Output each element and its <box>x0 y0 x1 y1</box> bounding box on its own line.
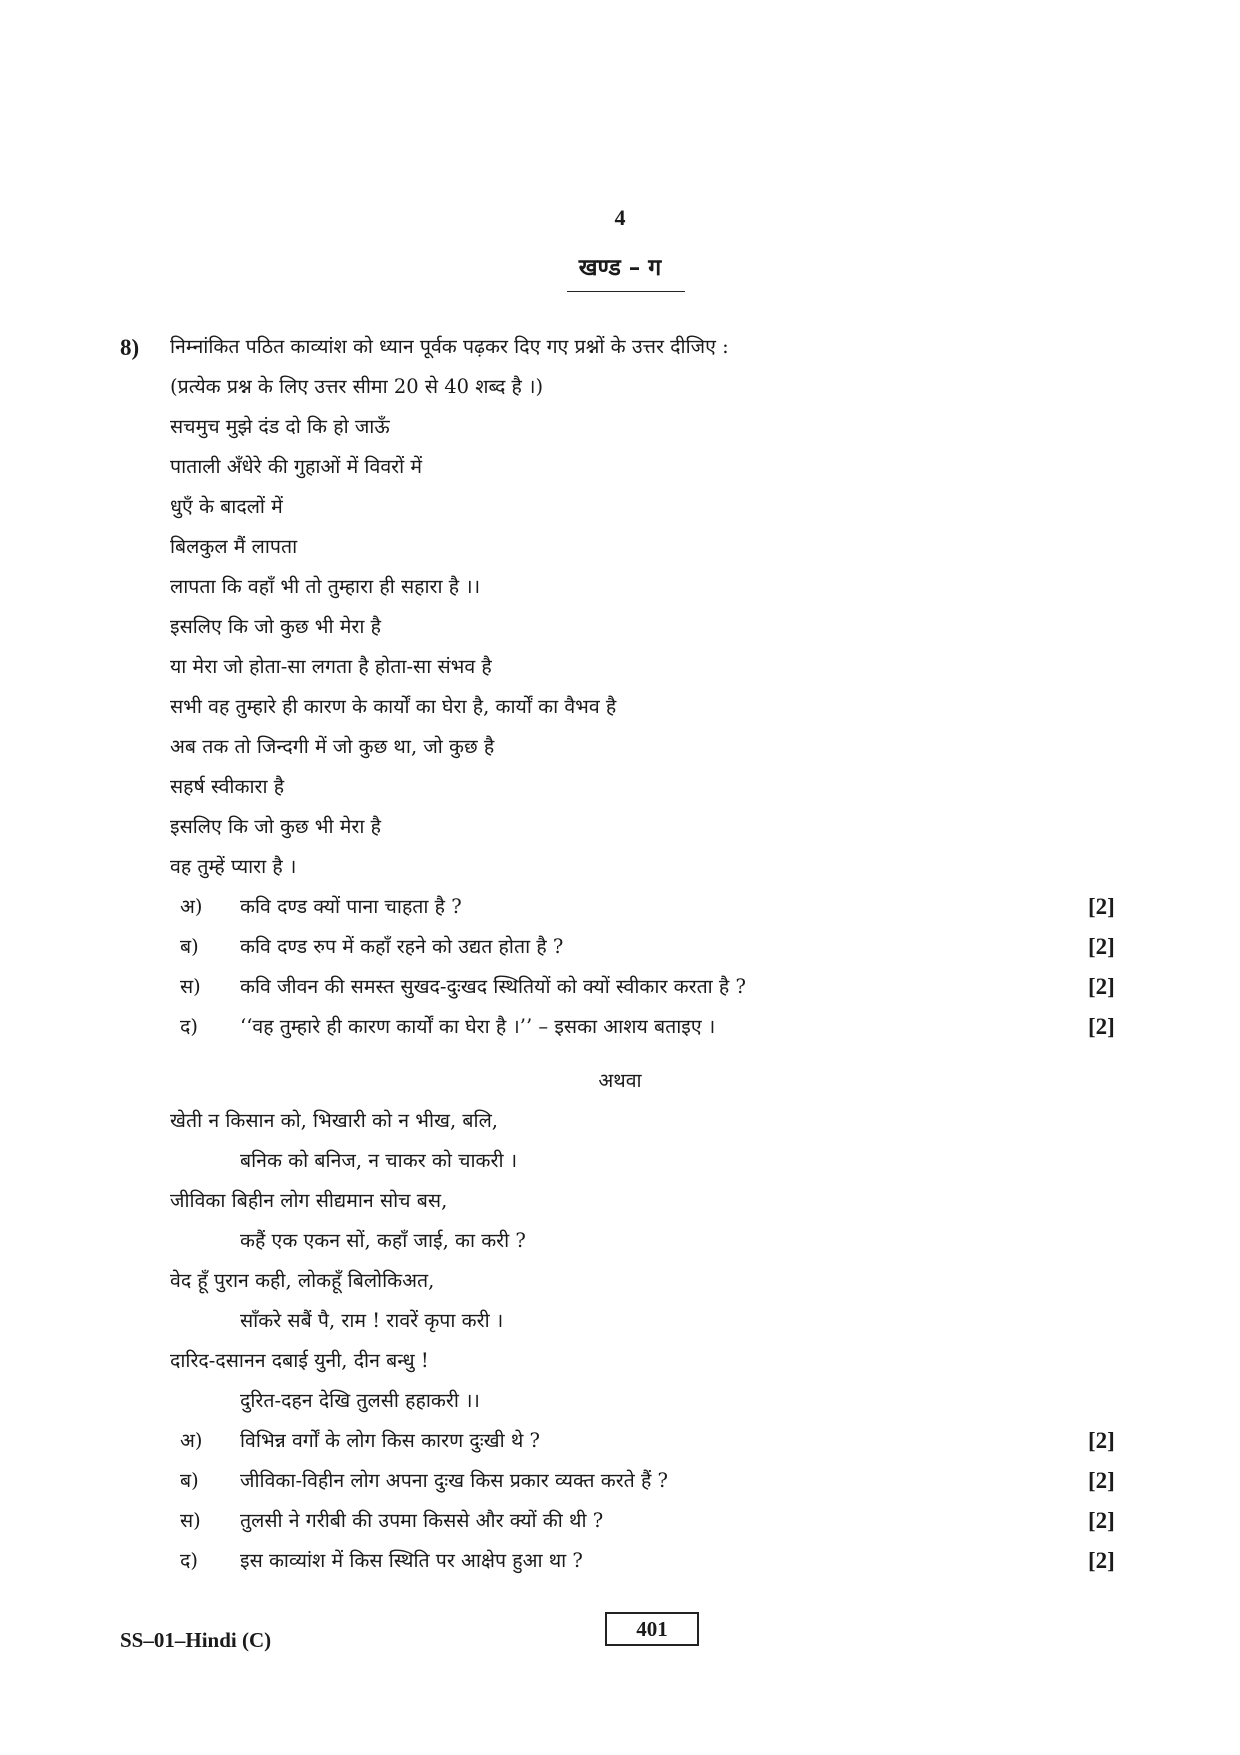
poem-2-line: वेद हूँ पुरान कही, लोकहूँ बिलोकिअत, <box>170 1269 435 1292</box>
sub-question-letter: द) <box>180 1015 198 1038</box>
or-separator: अथवा <box>598 1069 642 1092</box>
marks: [2] <box>1088 1508 1115 1533</box>
page-code-box: 401 <box>605 1612 699 1646</box>
sub-question-text: कवि जीवन की समस्त सुखद-दुःखद स्थितियों को क्यों स्वीकार करता है ? <box>240 975 746 998</box>
sub-question-letter: स) <box>180 1509 201 1532</box>
sub-question-letter: अ) <box>180 895 203 918</box>
sub-question-text: तुलसी ने गरीबी की उपमा किससे और क्यों की थी ? <box>240 1509 604 1532</box>
poem-2-line: साँकरे सबैं पै, राम ! रावरें कृपा करी । <box>240 1309 504 1332</box>
marks: [2] <box>1088 934 1115 959</box>
sub-question-letter: ब) <box>180 1469 199 1492</box>
poem-1-line: अब तक तो जिन्दगी में जो कुछ था, जो कुछ है <box>170 735 495 758</box>
sub-question-letter: अ) <box>180 1429 203 1452</box>
marks: [2] <box>1088 974 1115 999</box>
poem-1-line: वह तुम्हें प्यारा है । <box>170 855 297 878</box>
marks: [2] <box>1088 1428 1115 1453</box>
poem-1-line: सहर्ष स्वीकारा है <box>170 775 285 798</box>
section-title-underline <box>567 291 685 292</box>
sub-question-text: कवि दण्ड रुप में कहाँ रहने को उद्यत होता है ? <box>240 935 564 958</box>
sub-question-letter: द) <box>180 1549 198 1572</box>
marks: [2] <box>1088 1548 1115 1573</box>
sub-question-text: जीविका-विहीन लोग अपना दुःख किस प्रकार व्यक्त करते हैं ? <box>240 1469 669 1492</box>
sub-question-text: ‘‘वह तुम्हारे ही कारण कार्यों का घेरा है ।’’ – इसका आशय बताइए । <box>240 1015 716 1038</box>
poem-2-line: कहैं एक एकन सों, कहाँ जाई, का करी ? <box>240 1229 526 1252</box>
question-instruction: निम्नांकित पठित काव्यांश को ध्यान पूर्वक पढ़कर दिए गए प्रश्नों के उत्तर दीजिए : <box>170 335 729 358</box>
poem-1-line: बिलकुल मैं लापता <box>170 535 298 558</box>
poem-2-line: दारिद-दसानन दबाई युनी, दीन बन्धु ! <box>170 1349 429 1372</box>
sub-question-letter: स) <box>180 975 201 998</box>
poem-2-line: खेती न किसान को, भिखारी को न भीख, बलि, <box>170 1109 498 1132</box>
poem-1-line: इसलिए कि जो कुछ भी मेरा है <box>170 615 381 638</box>
poem-1-line: सभी वह तुम्हारे ही कारण के कार्यों का घेरा है, कार्यों का वैभव है <box>170 695 617 718</box>
sub-question-text: कवि दण्ड क्यों पाना चाहता है ? <box>240 895 462 918</box>
question-number: 8) <box>120 335 140 360</box>
word-limit-note: (प्रत्येक प्रश्न के लिए उत्तर सीमा 20 से 40 शब्द है ।) <box>170 375 544 398</box>
page-number: 4 <box>614 205 626 230</box>
poem-1-line: सचमुच मुझे दंड दो कि हो जाऊँ <box>170 415 390 438</box>
poem-2-line: दुरित-दहन देखि तुलसी हहाकरी ।। <box>240 1389 480 1412</box>
poem-1-line: पाताली अँधेरे की गुहाओं में विवरों में <box>170 455 423 478</box>
section-title: खण्ड – ग <box>578 254 662 281</box>
poem-1-line: या मेरा जो होता-सा लगता है होता-सा संभव है <box>170 655 492 678</box>
poem-1-line: धुएँ के बादलों में <box>170 495 283 518</box>
sub-question-text: इस काव्यांश में किस स्थिति पर आक्षेप हुआ था ? <box>240 1549 583 1572</box>
sub-question-letter: ब) <box>180 935 199 958</box>
marks: [2] <box>1088 894 1115 919</box>
poem-2-line: बनिक को बनिज, न चाकर को चाकरी । <box>240 1149 518 1172</box>
marks: [2] <box>1088 1468 1115 1493</box>
poem-2-line: जीविका बिहीन लोग सीद्यमान सोच बस, <box>170 1189 448 1212</box>
sub-question-text: विभिन्न वर्गों के लोग किस कारण दुःखी थे ? <box>240 1429 540 1452</box>
marks: [2] <box>1088 1014 1115 1039</box>
poem-1-line: लापता कि वहाँ भी तो तुम्हारा ही सहारा है ।। <box>170 575 481 598</box>
paper-code: SS–01–Hindi (C) <box>120 1628 272 1652</box>
poem-1-line: इसलिए कि जो कुछ भी मेरा है <box>170 815 381 838</box>
